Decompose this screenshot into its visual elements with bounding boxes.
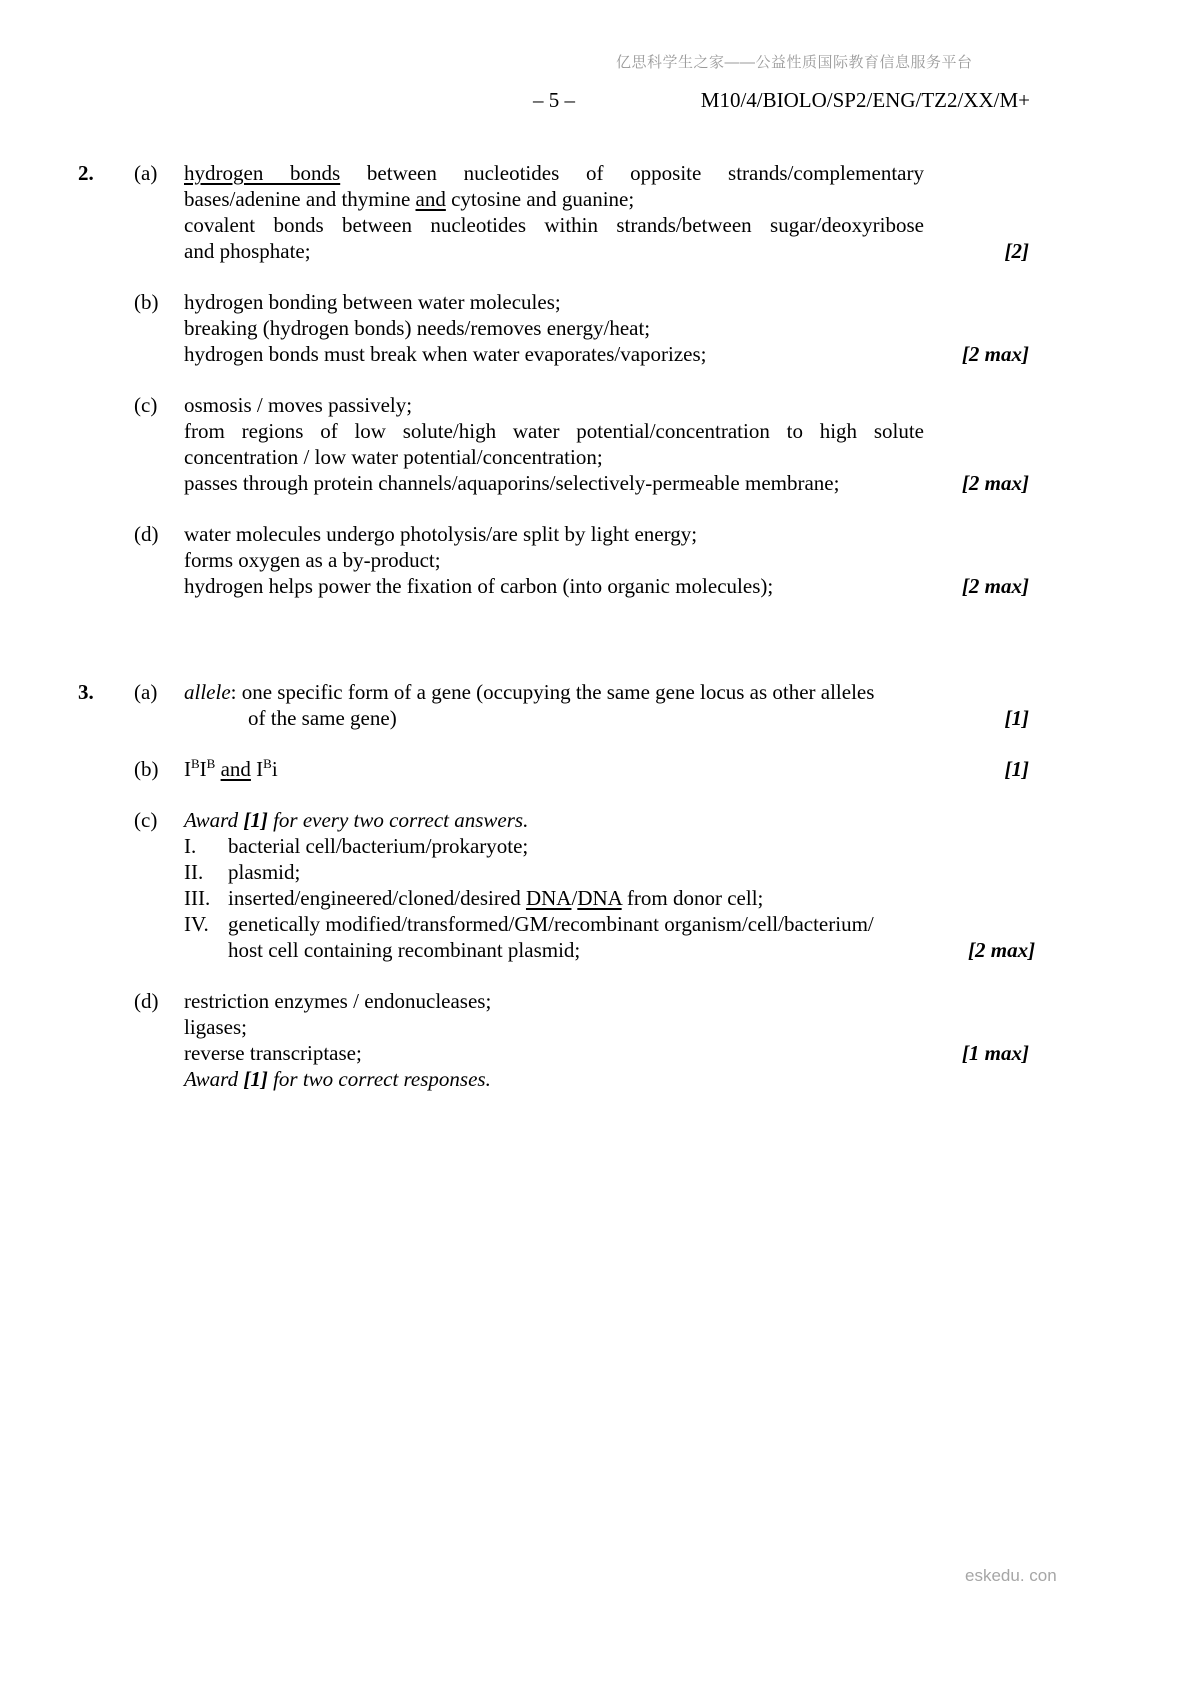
mark-label [924,521,1029,547]
line-text [184,859,924,885]
answer-line [184,807,1029,833]
mark-label [924,807,1029,833]
mark-label [924,885,1029,911]
answer-line [184,444,1029,470]
answer-line [184,341,1029,367]
mark-label: [2] [1004,239,1029,263]
part-label: (c) [134,808,158,832]
question-block [78,160,1029,599]
answer-lines [184,807,1036,963]
text-segment: host cell containing recombinant plasmid; [228,938,581,962]
mark-label [924,418,1029,444]
text-segment: I [250,757,264,781]
text-segment: covalent bonds between nucleotides within strands/between sugar/deoxyribose [184,213,924,237]
answer-line [184,937,1036,963]
text-segment: plasmid; [228,860,301,884]
line-text [184,937,968,963]
part-label: (b) [134,290,159,314]
mark-label [924,859,1029,885]
answer-part [134,679,1029,731]
text-segment: allele [184,680,231,704]
answer-line [184,911,1029,937]
text-segment: reverse transcriptase; [184,1041,362,1065]
text-segment: ligases; [184,1015,247,1039]
part-label: (d) [134,989,159,1013]
text-segment: [1] [243,1067,268,1091]
text-segment: bases/adenine and thymine [184,187,416,211]
answer-line [184,1066,1029,1092]
text-segment: / [571,886,578,910]
text-segment: for every two correct answers. [267,808,529,832]
line-text [184,885,924,911]
line-text [184,573,924,599]
answer-lines [184,988,1029,1092]
line-text [184,470,924,496]
mark-label [924,1066,1029,1092]
answer-line [184,470,1029,496]
answer-line [184,521,1029,547]
mark-label [924,1014,1029,1040]
answer-line [184,1014,1029,1040]
text-segment: and [220,757,251,781]
text-segment: Award [184,1067,244,1091]
mark-label [924,160,1029,186]
answer-line [184,885,1029,911]
answer-lines [184,392,1029,496]
line-text [184,289,924,315]
text-segment: B [263,756,272,771]
mark-label [924,547,1029,573]
line-text [184,833,924,859]
answer-lines [184,521,1029,599]
line-text [184,238,924,264]
part-label: (a) [134,161,158,185]
answer-line [184,418,1029,444]
part-label: (d) [134,522,159,546]
text-segment: of the same gene) [248,706,397,730]
mark-label [924,679,1029,705]
question-number: 2. [78,161,94,185]
text-segment: DNA [525,886,572,910]
mark-label [924,444,1029,470]
text-segment: hydrogen helps power the fixation of carbon (into organic molecules); [184,574,774,598]
answer-line [184,160,1029,186]
roman-numeral: II. [184,860,204,884]
text-segment: i [271,757,278,781]
answer-line [184,833,1029,859]
answer-line [184,679,1029,705]
line-text [184,212,924,238]
text-segment: from donor cell; [621,886,764,910]
mark-label [924,911,1029,937]
mark-label: [2 max] [961,574,1029,598]
answer-line [184,547,1029,573]
part-label: (c) [134,393,158,417]
answer-line [184,705,1029,731]
question-parts [134,160,1029,599]
line-text [184,679,924,705]
text-segment: from regions of low solute/high water potential/concentration to high solute [184,419,924,443]
part-label: (b) [134,757,159,781]
line-text [184,392,924,418]
answer-part [134,289,1029,367]
answer-line [184,289,1029,315]
exam-code: M10/4/BIOLO/SP2/ENG/TZ2/XX/M+ [700,88,1030,112]
text-segment: [1] [243,808,268,832]
answer-part [134,988,1029,1092]
markscheme-body [78,160,1036,1172]
answer-line [184,756,1029,782]
mark-label [924,212,1029,238]
line-text [184,807,924,833]
mark-label: [2 max] [961,342,1029,366]
answer-line [184,212,1029,238]
text-segment: B [206,756,216,771]
text-segment: DNA [577,886,622,910]
line-text [184,756,924,782]
answer-part [134,807,1036,963]
footer-watermark: eskedu. con [965,1566,1057,1585]
text-segment: and phosphate; [184,239,311,263]
text-segment: passes through protein channels/aquaporins/selectively-permeable membrane; [184,471,840,495]
line-text [184,186,924,212]
text-segment: restriction enzymes / endonucleases; [184,989,492,1013]
answer-line [184,392,1029,418]
line-text [184,160,924,186]
roman-numeral: III. [184,886,211,910]
text-segment: and [415,187,446,211]
text-segment: : one specific form of a gene (occupying the same gene locus as other alleles [230,680,875,704]
answer-line [184,186,1029,212]
mark-label: [1 max] [961,1041,1029,1065]
answer-lines [184,756,1029,782]
question-block [78,679,1036,1092]
text-segment: for two correct responses. [267,1067,491,1091]
answer-part [134,521,1029,599]
text-segment: bacterial cell/bacterium/prokaryote; [228,834,529,858]
header-watermark: 亿思科学生之家——公益性质国际教育信息服务平台 [616,54,973,71]
text-segment: hydrogen bonds [184,161,341,185]
text-segment: water molecules undergo photolysis/are split by light energy; [184,522,698,546]
text-segment: between nucleotides of opposite strands/complementary [340,161,924,185]
text-segment: I [184,757,191,781]
mark-label: [2 max] [961,471,1029,495]
mark-label: [2 max] [968,938,1036,962]
text-segment: forms oxygen as a by-product; [184,548,441,572]
mark-label [924,988,1029,1014]
line-text [184,1040,924,1066]
mark-label [924,186,1029,212]
line-text [184,911,924,937]
roman-numeral: IV. [184,912,209,936]
text-segment: Award [184,808,244,832]
mark-label: [1] [1004,757,1029,781]
answer-line [184,859,1029,885]
answer-lines [184,679,1029,731]
mark-label [924,289,1029,315]
answer-lines [184,289,1029,367]
line-text [184,1066,924,1092]
question-number: 3. [78,680,94,704]
answer-line [184,573,1029,599]
line-text [184,418,924,444]
question-parts [134,679,1036,1092]
line-text [184,705,988,731]
answer-line [184,1040,1029,1066]
line-text [184,521,924,547]
answer-part [134,160,1029,264]
text-segment: inserted/engineered/cloned/desired [228,886,526,910]
answer-line [184,238,1029,264]
text-segment: B [191,756,200,771]
answer-line [184,315,1029,341]
text-segment: hydrogen bonds must break when water evaporates/vaporizes; [184,342,707,366]
mark-label: [1] [1004,706,1029,730]
text-segment: osmosis / moves passively; [184,393,413,417]
mark-label [924,392,1029,418]
line-text [184,444,924,470]
line-text [184,1014,924,1040]
mark-label [924,833,1029,859]
text-segment: breaking (hydrogen bonds) needs/removes energy/heat; [184,316,651,340]
text-segment: I [199,757,207,781]
text-segment: concentration / low water potential/concentration; [184,445,603,469]
roman-numeral: I. [184,834,197,858]
line-text [184,341,924,367]
mark-label [924,315,1029,341]
part-label: (a) [134,680,158,704]
answer-line [184,988,1029,1014]
answer-lines [184,160,1029,264]
line-text [184,315,924,341]
answer-part [134,392,1029,496]
answer-part [134,756,1029,782]
text-segment: genetically modified/transformed/GM/recombinant organism/cell/bacterium/ [228,912,874,936]
text-segment: hydrogen bonding between water molecules; [184,290,561,314]
page-number: – 5 – [533,88,575,112]
line-text [184,988,924,1014]
text-segment: cytosine and guanine; [445,187,635,211]
line-text [184,547,924,573]
